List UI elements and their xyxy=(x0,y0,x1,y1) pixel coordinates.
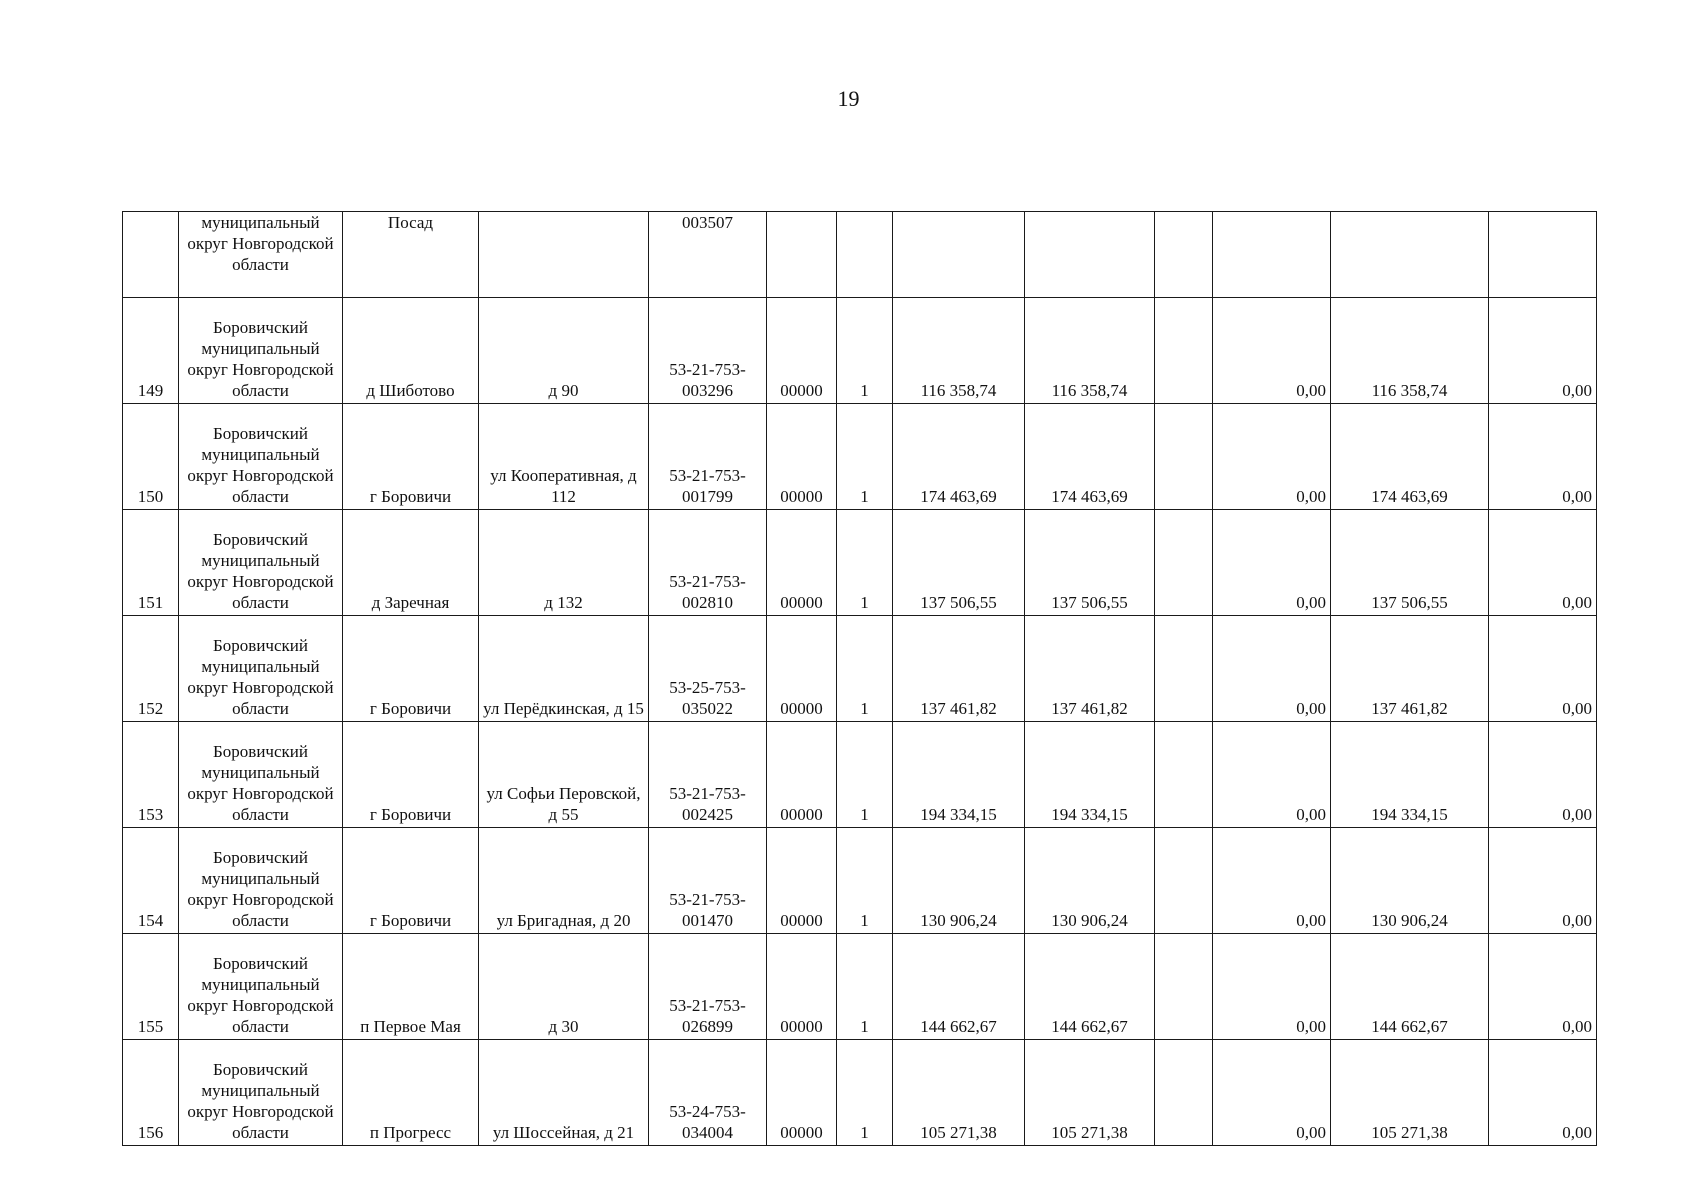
zero-cell: 0,00 xyxy=(1213,510,1331,616)
amount-cell: 137 506,55 xyxy=(1025,510,1155,616)
cadastral-cell: 003507 xyxy=(649,212,767,298)
cadastral-cell: 53-21-753-001470 xyxy=(649,828,767,934)
amount2-cell: 144 662,67 xyxy=(1331,934,1489,1040)
code-cell: 00000 xyxy=(767,404,837,510)
row-number-cell: 153 xyxy=(123,722,179,828)
total-cell: 174 463,69 xyxy=(893,404,1025,510)
address-cell: ул Кооперативная, д 112 xyxy=(479,404,649,510)
zero-cell: 0,00 xyxy=(1213,722,1331,828)
municipality-cell: Боровичский муниципальный округ Новгородской области xyxy=(179,934,343,1040)
settlement-cell: д Шиботово xyxy=(343,298,479,404)
continuation-row xyxy=(123,212,1597,298)
address-cell: ул Софьи Перовской, д 55 xyxy=(479,722,649,828)
municipality-cell: Боровичский муниципальный округ Новгородской области xyxy=(179,510,343,616)
empty-cell xyxy=(1155,1040,1213,1146)
municipality-cell: Боровичский муниципальный округ Новгородской области xyxy=(179,1040,343,1146)
address-cell xyxy=(479,212,649,298)
total-cell: 105 271,38 xyxy=(893,1040,1025,1146)
amount-cell: 194 334,15 xyxy=(1025,722,1155,828)
count-cell: 1 xyxy=(837,616,893,722)
address-cell: ул Шоссейная, д 21 xyxy=(479,1040,649,1146)
empty-cell xyxy=(1155,828,1213,934)
row-number-cell: 156 xyxy=(123,1040,179,1146)
zero2-cell: 0,00 xyxy=(1489,298,1597,404)
table-row xyxy=(123,510,1597,616)
settlement-cell: д Заречная xyxy=(343,510,479,616)
code-cell: 00000 xyxy=(767,510,837,616)
table-row xyxy=(123,298,1597,404)
amount-cell: 144 662,67 xyxy=(1025,934,1155,1040)
total-cell: 130 906,24 xyxy=(893,828,1025,934)
cadastral-cell: 53-21-753-002425 xyxy=(649,722,767,828)
amount-cell xyxy=(1025,212,1155,298)
settlement-cell: г Боровичи xyxy=(343,404,479,510)
row-number-cell: 154 xyxy=(123,828,179,934)
count-cell xyxy=(837,212,893,298)
settlement-cell: г Боровичи xyxy=(343,616,479,722)
row-number-cell: 150 xyxy=(123,404,179,510)
table-row xyxy=(123,934,1597,1040)
zero2-cell xyxy=(1489,212,1597,298)
empty-cell xyxy=(1155,404,1213,510)
amount2-cell: 137 506,55 xyxy=(1331,510,1489,616)
amount2-cell: 174 463,69 xyxy=(1331,404,1489,510)
cadastral-cell: 53-25-753-035022 xyxy=(649,616,767,722)
cadastral-cell: 53-21-753-001799 xyxy=(649,404,767,510)
zero2-cell: 0,00 xyxy=(1489,934,1597,1040)
municipality-cell: Боровичский муниципальный округ Новгородской области xyxy=(179,298,343,404)
table-row xyxy=(123,722,1597,828)
zero2-cell: 0,00 xyxy=(1489,616,1597,722)
address-cell: д 90 xyxy=(479,298,649,404)
row-number-cell: 152 xyxy=(123,616,179,722)
address-cell: ул Бригадная, д 20 xyxy=(479,828,649,934)
zero2-cell: 0,00 xyxy=(1489,1040,1597,1146)
zero-cell: 0,00 xyxy=(1213,404,1331,510)
amount2-cell xyxy=(1331,212,1489,298)
count-cell: 1 xyxy=(837,298,893,404)
code-cell: 00000 xyxy=(767,722,837,828)
total-cell xyxy=(893,212,1025,298)
settlement-cell: Посад xyxy=(343,212,479,298)
amount2-cell: 105 271,38 xyxy=(1331,1040,1489,1146)
count-cell: 1 xyxy=(837,722,893,828)
amount2-cell: 116 358,74 xyxy=(1331,298,1489,404)
row-number-cell: 149 xyxy=(123,298,179,404)
amount2-cell: 130 906,24 xyxy=(1331,828,1489,934)
municipality-cell: Боровичский муниципальный округ Новгородской области xyxy=(179,828,343,934)
table-row xyxy=(123,828,1597,934)
empty-cell xyxy=(1155,298,1213,404)
total-cell: 194 334,15 xyxy=(893,722,1025,828)
total-cell: 137 461,82 xyxy=(893,616,1025,722)
table-row xyxy=(123,616,1597,722)
municipality-cell: Боровичский муниципальный округ Новгородской области xyxy=(179,722,343,828)
table-row xyxy=(123,404,1597,510)
settlement-cell: п Первое Мая xyxy=(343,934,479,1040)
amount2-cell: 194 334,15 xyxy=(1331,722,1489,828)
settlement-cell: г Боровичи xyxy=(343,828,479,934)
municipality-cell: Боровичский муниципальный округ Новгородской области xyxy=(179,616,343,722)
cadastral-cell: 53-21-753-002810 xyxy=(649,510,767,616)
empty-cell xyxy=(1155,934,1213,1040)
amount-cell: 174 463,69 xyxy=(1025,404,1155,510)
zero-cell: 0,00 xyxy=(1213,828,1331,934)
zero-cell: 0,00 xyxy=(1213,298,1331,404)
empty-cell xyxy=(1155,722,1213,828)
zero2-cell: 0,00 xyxy=(1489,404,1597,510)
page-number: 19 xyxy=(837,86,860,111)
cadastral-cell: 53-21-753-003296 xyxy=(649,298,767,404)
code-cell: 00000 xyxy=(767,616,837,722)
zero2-cell: 0,00 xyxy=(1489,828,1597,934)
municipality-cell: Боровичский муниципальный округ Новгородской области xyxy=(179,404,343,510)
zero-cell: 0,00 xyxy=(1213,934,1331,1040)
code-cell: 00000 xyxy=(767,934,837,1040)
count-cell: 1 xyxy=(837,510,893,616)
zero-cell xyxy=(1213,212,1331,298)
total-cell: 137 506,55 xyxy=(893,510,1025,616)
count-cell: 1 xyxy=(837,828,893,934)
address-cell: д 30 xyxy=(479,934,649,1040)
amount2-cell: 137 461,82 xyxy=(1331,616,1489,722)
settlement-cell: г Боровичи xyxy=(343,722,479,828)
code-cell: 00000 xyxy=(767,1040,837,1146)
count-cell: 1 xyxy=(837,1040,893,1146)
count-cell: 1 xyxy=(837,404,893,510)
code-cell: 00000 xyxy=(767,298,837,404)
total-cell: 116 358,74 xyxy=(893,298,1025,404)
settlement-cell: п Прогресс xyxy=(343,1040,479,1146)
row-number-cell: 155 xyxy=(123,934,179,1040)
amount-cell: 105 271,38 xyxy=(1025,1040,1155,1146)
code-cell: 00000 xyxy=(767,828,837,934)
row-number-cell: 151 xyxy=(123,510,179,616)
zero-cell: 0,00 xyxy=(1213,1040,1331,1146)
municipality-cell: муниципальный округ Новгородской области xyxy=(179,212,343,298)
total-cell: 144 662,67 xyxy=(893,934,1025,1040)
address-cell: д 132 xyxy=(479,510,649,616)
amount-cell: 130 906,24 xyxy=(1025,828,1155,934)
zero2-cell: 0,00 xyxy=(1489,510,1597,616)
table-row xyxy=(123,1040,1597,1146)
address-cell: ул Перёдкинская, д 15 xyxy=(479,616,649,722)
empty-cell xyxy=(1155,510,1213,616)
cadastral-cell: 53-21-753-026899 xyxy=(649,934,767,1040)
housing-table xyxy=(122,211,1597,1146)
row-number-cell xyxy=(123,212,179,298)
empty-cell xyxy=(1155,212,1213,298)
count-cell: 1 xyxy=(837,934,893,1040)
zero2-cell: 0,00 xyxy=(1489,722,1597,828)
zero-cell: 0,00 xyxy=(1213,616,1331,722)
cadastral-cell: 53-24-753-034004 xyxy=(649,1040,767,1146)
empty-cell xyxy=(1155,616,1213,722)
code-cell xyxy=(767,212,837,298)
amount-cell: 137 461,82 xyxy=(1025,616,1155,722)
amount-cell: 116 358,74 xyxy=(1025,298,1155,404)
